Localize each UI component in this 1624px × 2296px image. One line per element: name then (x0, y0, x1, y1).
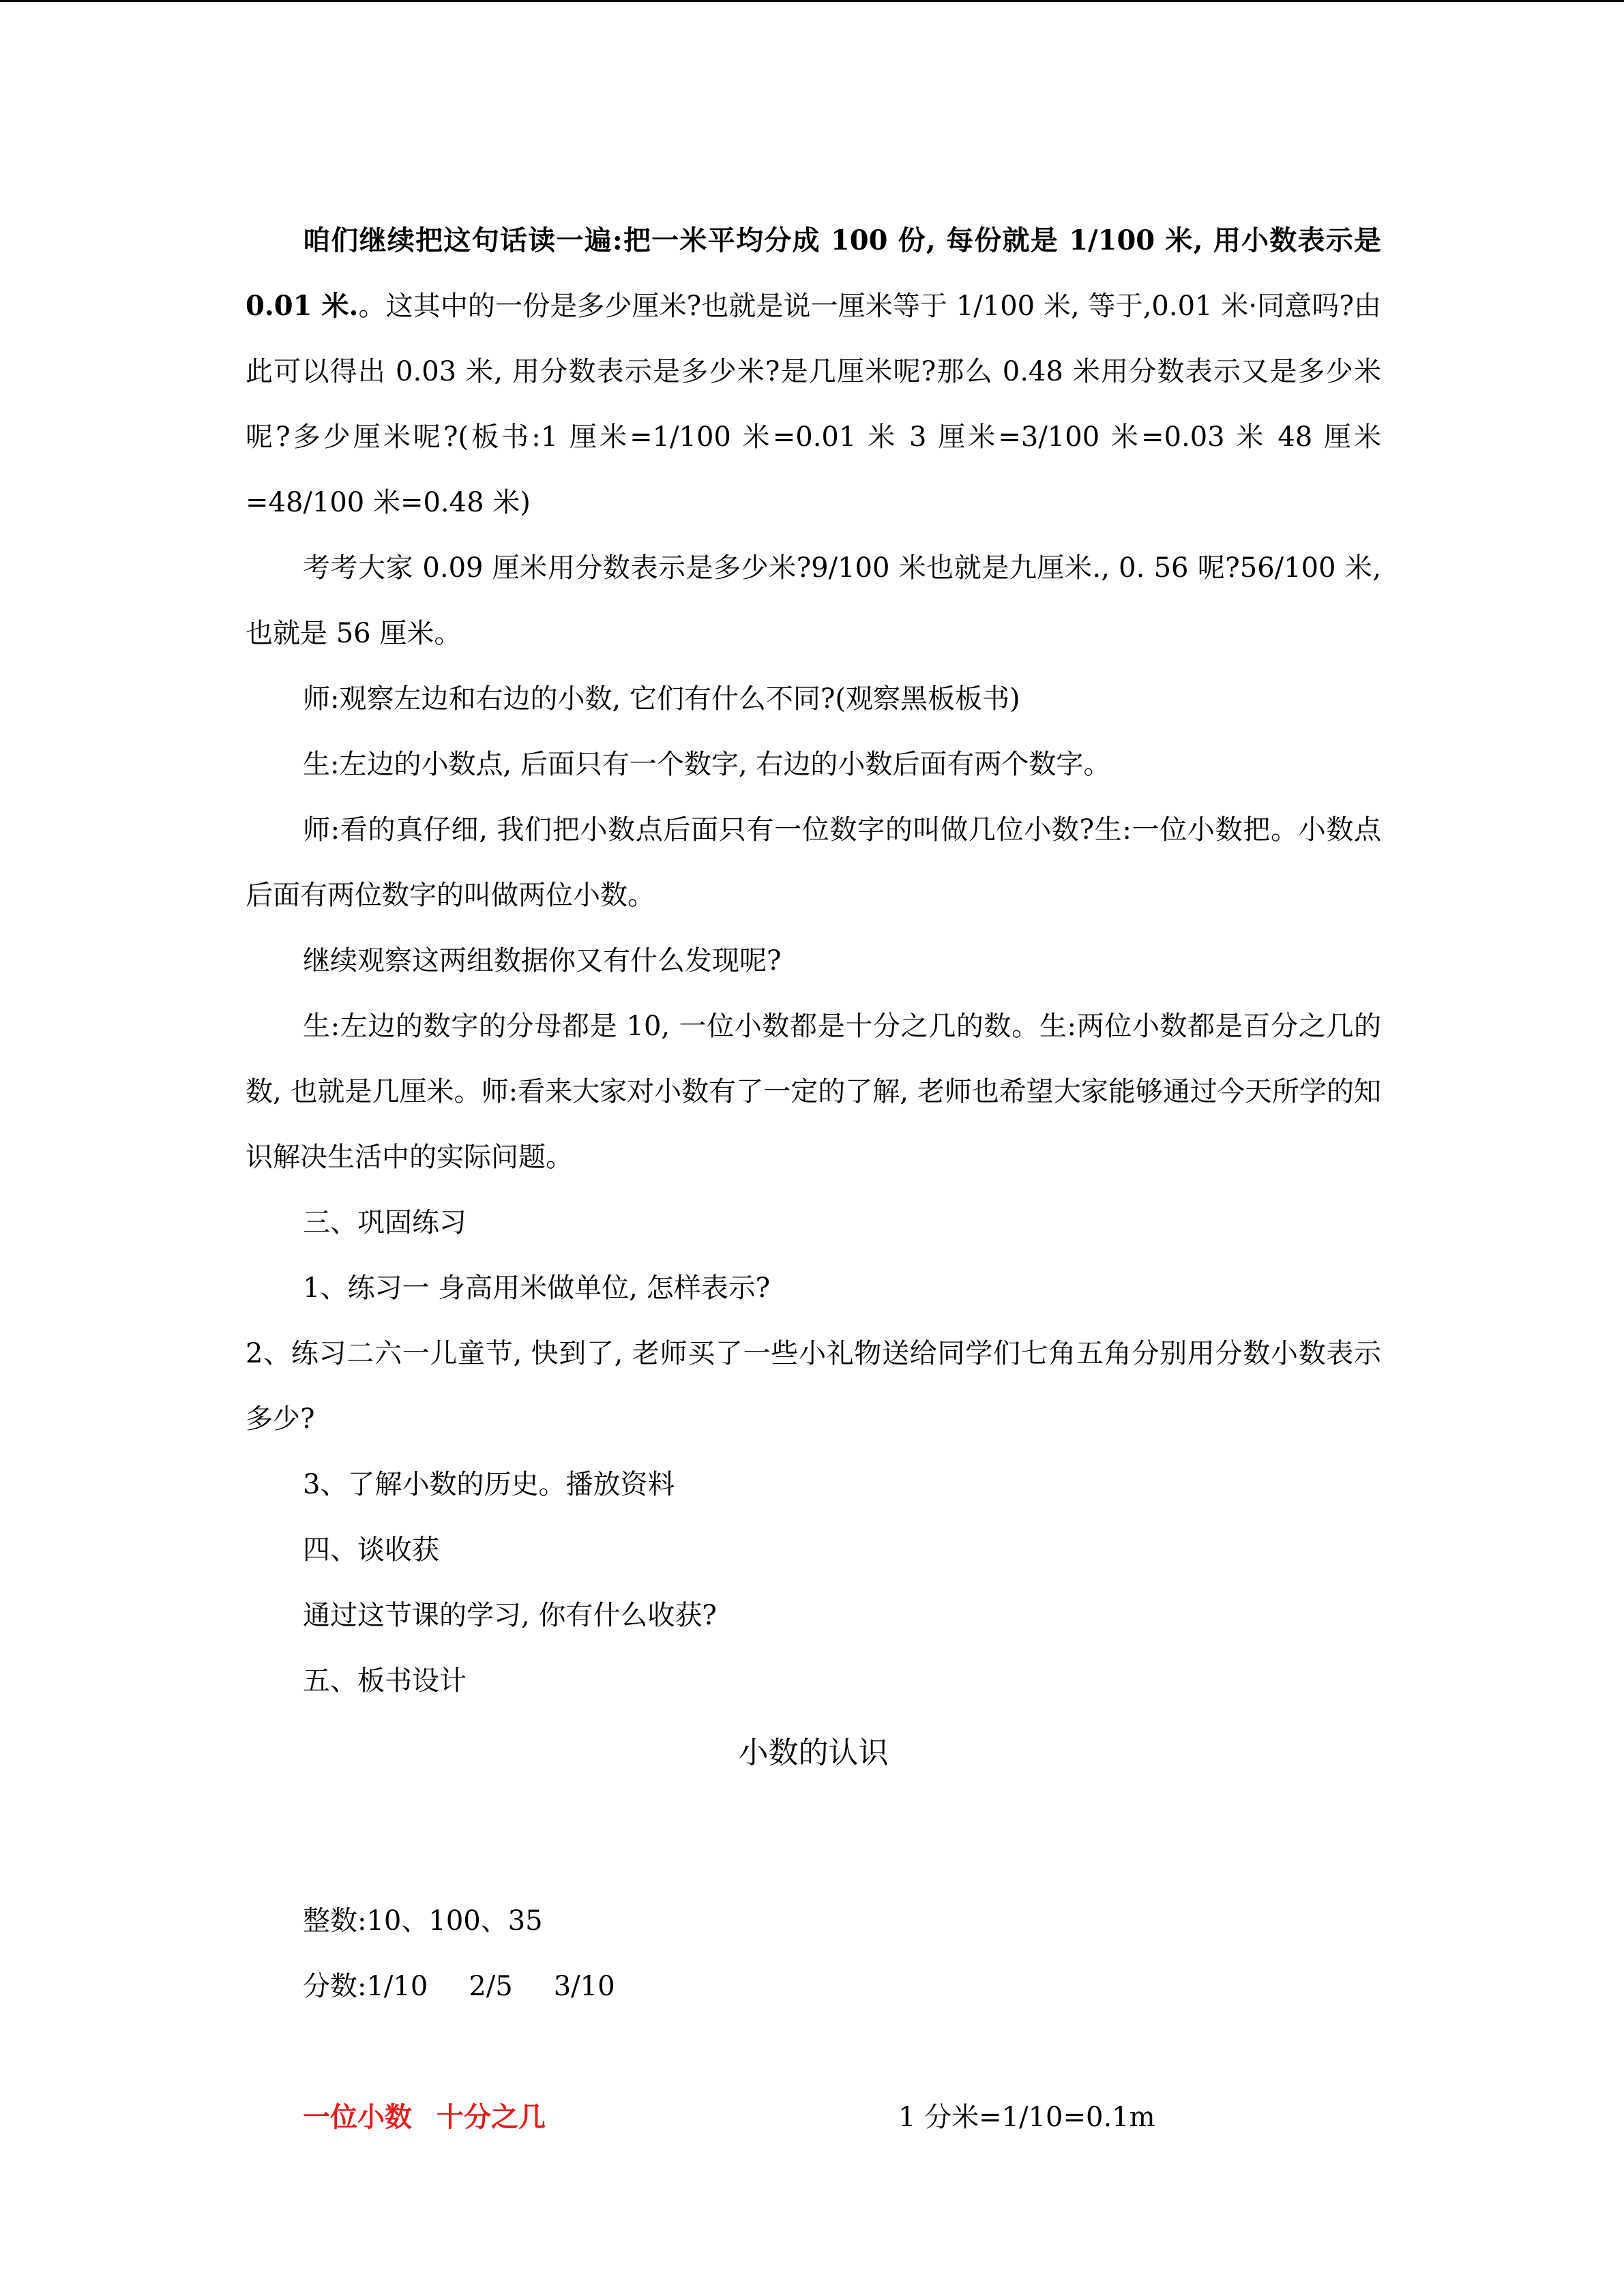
board-fractions (246, 1954, 1381, 2019)
spacer (246, 1786, 1381, 1888)
spacer (246, 2019, 1381, 2085)
board-bottom-row (246, 2085, 1381, 2150)
page-top-border (0, 0, 1624, 2)
fraction-item: 1/10 (366, 1971, 428, 2002)
paragraph-1-bold-statement: 把一米平均分成 100 份, 每份就是 1/100 米, 用小数表示是 0.01 米. (246, 224, 1382, 322)
paragraph-3: 师:观察左边和右边的小数, 它们有什么不同?(观察黑板板书) (303, 683, 1020, 715)
fraction-item: 2/5 (469, 1971, 513, 2002)
section-heading-harvest: 四、谈收获 (303, 1534, 439, 1566)
paragraph-2: 考考大家 0.09 厘米用分数表示是多少米?9/100 米也就是九厘米., 0. 56 呢?56/100 米, 也就是 56 厘米。 (246, 552, 1381, 649)
section-heading-board-design: 五、板书设计 (303, 1665, 467, 1697)
paragraph-7: 生:左边的数字的分母都是 10, 一位小数都是十分之几的数。生:两位小数都是百分之几的数, 也就是几厘米。师:看来大家对小数有了一定的了解, 老师也希望大家能够通过今天所学的知识解决生活中的实际问题。 (246, 1011, 1381, 1173)
paragraph-1 (246, 208, 1381, 535)
document-body (246, 208, 1381, 2150)
board-red-label-b: 十分之几 (437, 2101, 546, 2133)
board-integers: 整数:10、100、35 (303, 1905, 543, 1937)
paragraph-5: 师:看的真仔细, 我们把小数点后面只有一位数字的叫做几位小数?生:一位小数把。小数点后面有两位数字的叫做两位小数。 (246, 814, 1381, 911)
paragraph-1-intro: 咱们继续把这句话读一遍: (303, 224, 623, 256)
paragraph-8: 通过这节课的学习, 你有什么收获? (303, 1600, 717, 1631)
exercise-3: 3、了解小数的历史。播放资料 (303, 1469, 675, 1500)
exercise-1: 1、练习一 身高用米做单位, 怎样表示? (303, 1272, 771, 1304)
paragraph-1-body: 。这其中的一份是多少厘米?也就是说一厘米等于 1/100 米, 等于,0.01 米·同意吗?由此可以得出 0.03 米, 用分数表示是多少米?是几厘米呢?那么 0.48 米用分数表示又是多少米呢?多少厘米呢?(板书:1 厘米=1/100 米=0.01 米 3 厘米=3/100 米=0.03 米 48 厘米=48/100 米=0.48 米) (246, 290, 1381, 518)
board-red-label (303, 2085, 546, 2150)
board-red-label-a: 一位小数 (303, 2101, 412, 2133)
board-title: 小数的认识 (738, 1735, 889, 1770)
section-heading-consolidate: 三、巩固练习 (303, 1207, 467, 1238)
paragraph-6: 继续观察这两组数据你又有什么发现呢? (303, 945, 782, 976)
board-right-formula: 1 分米=1/10=0.1m (898, 2102, 1155, 2133)
board-fractions-label: 分数: (303, 1971, 367, 2002)
paragraph-4: 生:左边的小数点, 后面只有一个数字, 右边的小数后面有两个数字。 (303, 749, 1111, 780)
fraction-item: 3/10 (553, 1971, 615, 2002)
exercise-2: 2、练习二六一儿童节, 快到了, 老师买了一些小礼物送给同学们七角五角分别用分数小数表示多少? (246, 1338, 1381, 1435)
